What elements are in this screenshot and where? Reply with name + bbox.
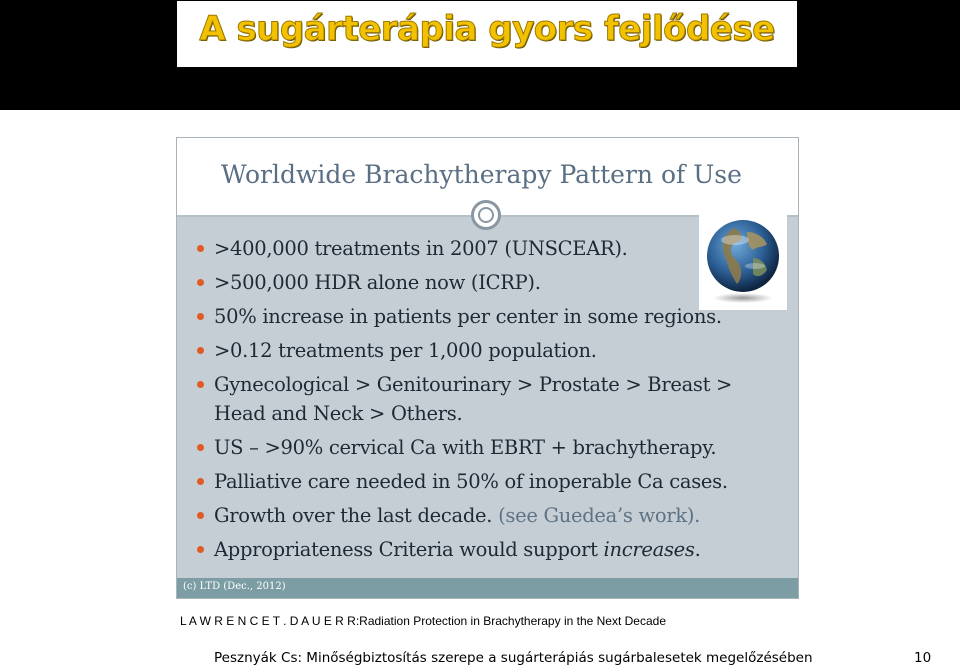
bullet-item: Gynecological > Genitourinary > Prostate > Breast > Head and Neck > Others. [197,370,787,428]
appropriateness-text: Appropriateness Criteria would support [214,538,604,561]
copyright-bar [177,578,798,598]
bullet-item: >0.12 treatments per 1,000 population. [197,336,787,365]
footer-text: Pesznyák Cs: Minőségbiztosítás szerepe a sugárterápiás sugárbalesetek megelőzésében [214,650,813,666]
embedded-slide [176,137,799,599]
reference-citation: L A W R E N C E T . D A U E R R:Radiation Protection in Brachytherapy in the Next Decade [180,614,666,628]
appropriateness-emphasis: increases [603,538,695,561]
slide-title: Worldwide Brachytherapy Pattern of Use [221,160,742,189]
bullet-item: 50% increase in patients per center in some regions. [197,302,787,331]
growth-text: Growth over the last decade. [214,504,493,527]
bullet-item-appropriateness [197,535,787,564]
bullet-item-growth [197,501,787,530]
bullet-item: >400,000 treatments in 2007 (UNSCEAR). [197,234,787,263]
appropriateness-end: . [694,538,701,561]
bullet-item: >500,000 HDR alone now (ICRP). [197,268,787,297]
bullet-list [197,234,787,569]
copyright-text: (c) LTD (Dec., 2012) [183,581,286,592]
page-title: A sugárterápia gyors fejlődése [199,9,775,49]
bullet-item: US – >90% cervical Ca with EBRT + brachytherapy. [197,433,787,462]
title-box [177,1,797,67]
bullet-item: Palliative care needed in 50% of inoperable Ca cases. [197,467,787,496]
growth-note: (see Guedea’s work). [498,504,701,527]
page-number: 10 [914,650,932,666]
divider-circle-ornament [471,200,501,230]
